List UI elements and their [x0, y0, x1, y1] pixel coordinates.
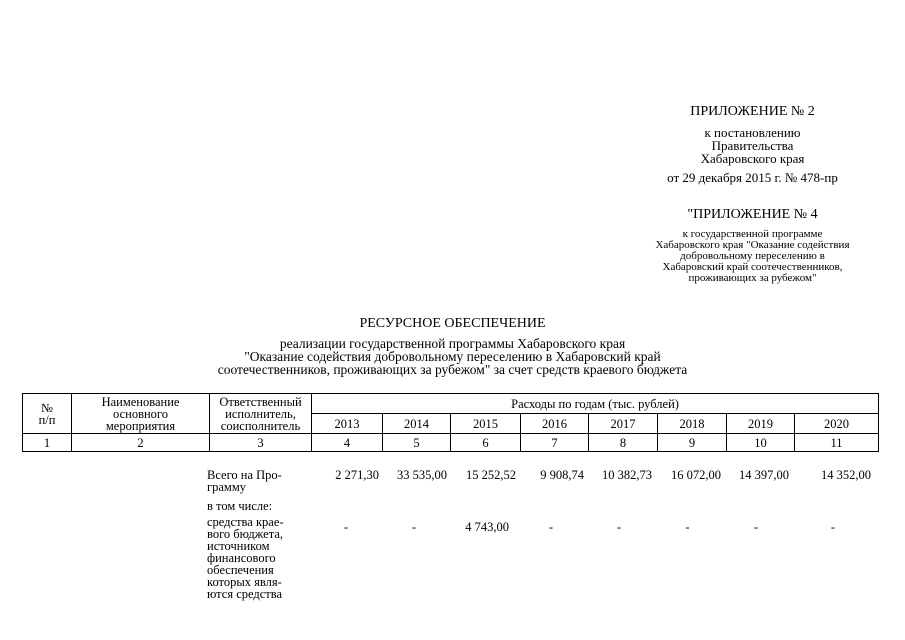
appendix2-date: от 29 декабря 2015 г. № 478-пр [667, 170, 838, 185]
table-cell-value: 2 271,30 [335, 468, 379, 482]
year-header: 2019 [727, 414, 795, 434]
row-label-total: Всего на Про- грамму [207, 468, 282, 494]
col-index: 4 [312, 434, 383, 452]
document-subtitle-line: реализации государственной программы Хабаровского края [279, 336, 626, 351]
appendix2-line: к постановлению [704, 125, 801, 140]
year-header: 2016 [521, 414, 589, 434]
table-cell-value: - [343, 520, 349, 534]
col-index: 9 [658, 434, 727, 452]
year-header: 2014 [383, 414, 451, 434]
table-cell-value: - [685, 520, 690, 534]
col-index: 10 [727, 434, 795, 452]
document-title: РЕСУРСНОЕ ОБЕСПЕЧЕНИЕ [359, 316, 546, 331]
table-cell-value: 14 397,00 [739, 468, 789, 482]
table-cell-value: - [548, 520, 554, 534]
table-cell-value: 15 252,52 [466, 468, 516, 482]
col-index: 2 [72, 434, 210, 452]
col-index: 6 [451, 434, 521, 452]
col-index: 8 [589, 434, 658, 452]
appendix4-line: проживающих за рубежом" [688, 272, 817, 284]
year-header: 2015 [451, 414, 521, 434]
document-subtitle-line: соотечественников, проживающих за рубежом" за счет средств краевого бюджета [217, 362, 688, 377]
col-index: 1 [23, 434, 72, 452]
table-cell-value: 9 908,74 [540, 468, 584, 482]
row-label-including: в том числе: [207, 499, 273, 513]
year-header: 2013 [312, 414, 383, 434]
year-header: 2020 [795, 414, 879, 434]
appendix2-line: Хабаровского края [700, 151, 805, 166]
col-index: 3 [210, 434, 312, 452]
col-index: 7 [521, 434, 589, 452]
year-header: 2017 [589, 414, 658, 434]
col-index: 11 [795, 434, 879, 452]
table-cell-value: - [830, 520, 836, 534]
row-label-regional-budget: средства крае- вого бюджета, источником финансового обеспечения которых явля- ются средства [207, 515, 284, 601]
table-cell-value: 10 382,73 [602, 468, 652, 482]
table-cell-value: - [753, 520, 759, 534]
document-subtitle-line: "Оказание содействия добровольному переселению в Хабаровский край [244, 349, 661, 364]
table-cell-value: 14 352,00 [821, 468, 871, 482]
appendix2-line: Правительства [711, 138, 794, 153]
col-header-expenses: Расходы по годам (тыс. рублей) [312, 394, 879, 414]
resource-table [22, 393, 879, 452]
appendix4-title: "ПРИЛОЖЕНИЕ № 4 [687, 207, 818, 222]
appendix2-title: ПРИЛОЖЕНИЕ № 2 [690, 104, 815, 119]
col-header-executor: Ответственный исполнитель, соисполнитель [210, 394, 312, 434]
table-cell-value: - [616, 520, 622, 534]
appendix4-line: добровольному переселению в [680, 250, 825, 262]
appendix4-line: Хабаровского края "Оказание содействия [655, 239, 850, 251]
appendix4-line: к государственной программе [682, 228, 823, 240]
col-index: 5 [383, 434, 451, 452]
year-header: 2018 [658, 414, 727, 434]
table-cell-value: 4 743,00 [465, 520, 509, 534]
table-cell-value: - [411, 520, 417, 534]
col-header-name: Наименование основного мероприятия [72, 394, 210, 434]
appendix4-line: Хабаровский край соотечественников, [662, 261, 843, 273]
table-cell-value: 33 535,00 [397, 468, 447, 482]
table-cell-value: 16 072,00 [671, 468, 721, 482]
col-header-number: № п/п [23, 394, 72, 434]
